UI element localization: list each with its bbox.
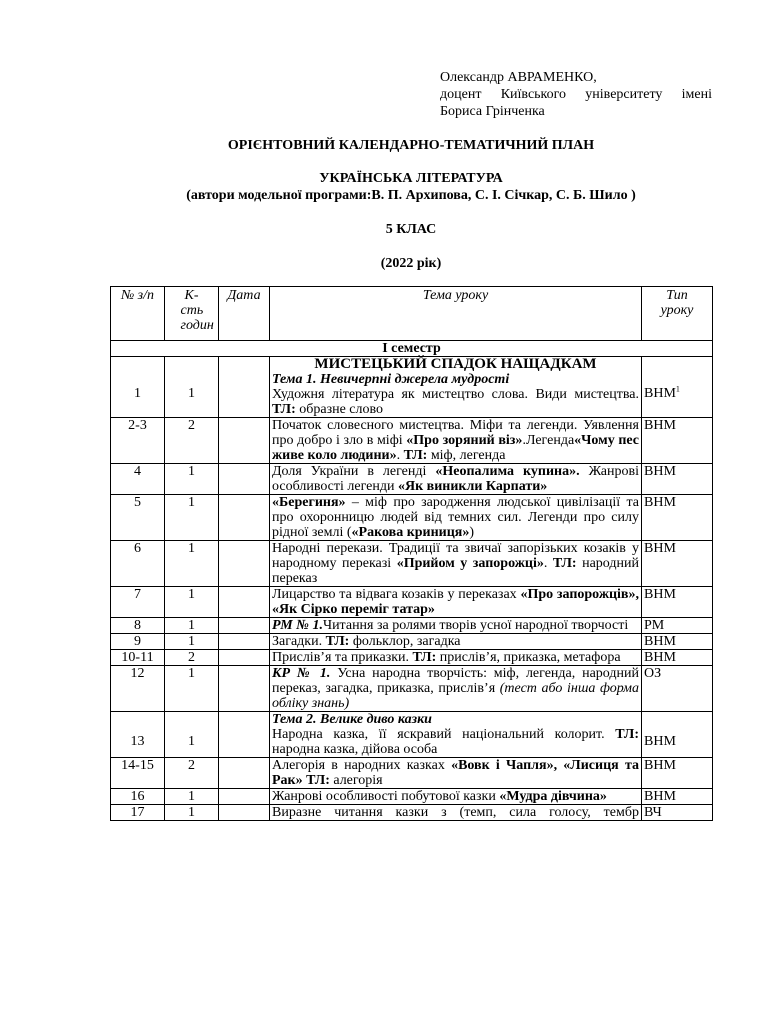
lesson-topic: Прислів’я та приказки. ТЛ: прислів’я, приказка, метафора <box>270 650 642 666</box>
lesson-topic: РМ № 1.Читання за ролями творів усної народної творчості <box>270 618 642 634</box>
col-header-type: Тип уроку <box>642 287 713 341</box>
lesson-topic: МИСТЕЦЬКИЙ СПАДОК НАЩАДКАМ Тема 1. Невичерпні джерела мудрості Художня література як мистецтво слова. Види мистецтва. ТЛ: образне слово <box>270 357 642 418</box>
lesson-topic: Народні перекази. Традиції та звичаї запорізьких козаків у народному переказі «Прийом у запорожці». ТЛ: народний переказ <box>270 541 642 587</box>
lesson-topic: Виразне читання казки з (темп, сила голосу, тембр <box>270 805 642 821</box>
lesson-date <box>219 758 270 789</box>
lesson-date <box>219 650 270 666</box>
col-header-topic: Тема уроку <box>270 287 642 341</box>
semester-row <box>111 341 713 357</box>
lesson-number: 1 <box>111 357 165 418</box>
lesson-plan-table <box>110 286 713 821</box>
lesson-type: ВНМ <box>642 587 713 618</box>
lesson-type: ВЧ <box>642 805 713 821</box>
lesson-number: 6 <box>111 541 165 587</box>
lesson-topic: Тема 2. Велике диво казки Народна казка, її яскравий національний колорит. ТЛ: народна казка, дійова особа <box>270 712 642 758</box>
col-header-hours: К-сть годин <box>165 287 219 341</box>
lesson-number: 14-15 <box>111 758 165 789</box>
lesson-type: ВНМ <box>642 541 713 587</box>
lesson-number: 9 <box>111 634 165 650</box>
lesson-type: ВНМ <box>642 418 713 464</box>
lesson-hours: 1 <box>165 541 219 587</box>
lesson-hours: 1 <box>165 495 219 541</box>
lesson-topic: Лицарство та відвага козаків у переказах «Про запорожців», «Як Сірко переміг татар» <box>270 587 642 618</box>
table-row <box>111 464 713 495</box>
lesson-type: ВНМ <box>642 712 713 758</box>
lesson-date <box>219 805 270 821</box>
lesson-date <box>219 495 270 541</box>
lesson-date <box>219 587 270 618</box>
lesson-date <box>219 464 270 495</box>
theme-title: Тема 1. Невичерпні джерела мудрості <box>272 372 510 387</box>
lesson-topic: «Берегиня» – міф про зародження людської цивілізації та про охоронницю людей від темних сил. Легенди про силу рідної землі («Ракова криниця») <box>270 495 642 541</box>
table-row <box>111 541 713 587</box>
table-row <box>111 650 713 666</box>
lesson-topic: Жанрові особливості побутової казки «Мудра дівчина» <box>270 789 642 805</box>
lesson-topic: Алегорія в народних казках «Вовк і Чапля», «Лисиця та Рак» ТЛ: алегорія <box>270 758 642 789</box>
lesson-number: 12 <box>111 666 165 712</box>
lesson-type: ОЗ <box>642 666 713 712</box>
lesson-type: ВНМ$^1$ <box>642 357 713 418</box>
table-row <box>111 634 713 650</box>
year-title: (2022 рік) <box>380 256 442 271</box>
table-row <box>111 712 713 758</box>
semester-label: І семестр <box>111 341 713 357</box>
table-row <box>111 758 713 789</box>
section-title: МИСТЕЦЬКИЙ СПАДОК НАЩАДКАМ <box>314 356 597 372</box>
table-row <box>111 495 713 541</box>
lesson-type: ВНМ <box>642 464 713 495</box>
col-header-date: Дата <box>219 287 270 341</box>
lesson-hours: 1 <box>165 712 219 758</box>
table-row <box>111 587 713 618</box>
lesson-date <box>219 789 270 805</box>
lesson-hours: 2 <box>165 418 219 464</box>
lesson-date <box>219 634 270 650</box>
author-position: доцент Київського університету імені <box>440 87 712 102</box>
grade-title: 5 КЛАС <box>385 222 437 237</box>
lesson-hours: 1 <box>165 789 219 805</box>
col-header-number: № з/п <box>111 287 165 341</box>
lesson-topic: Загадки. ТЛ: фольклор, загадка <box>270 634 642 650</box>
lesson-topic: Початок словесного мистецтва. Міфи та легенди. Уявлення про добро і зло в міфі «Про зоряний віз».Легенда«Чому пес живе коло людини». ТЛ: міф, легенда <box>270 418 642 464</box>
lesson-topic: КР № 1. Усна народна творчість: міф, легенда, народний переказ, загадка, приказка, прислів’я (тест або інша форма обліку знань) <box>270 666 642 712</box>
table-header-row <box>111 287 713 341</box>
lesson-date <box>219 712 270 758</box>
lesson-hours: 2 <box>165 650 219 666</box>
lesson-date <box>219 618 270 634</box>
lesson-number: 4 <box>111 464 165 495</box>
table-row <box>111 666 713 712</box>
lesson-hours: 1 <box>165 666 219 712</box>
lesson-hours: 1 <box>165 618 219 634</box>
table-row <box>111 357 713 418</box>
author-name: Олександр АВРАМЕНКО, <box>440 70 597 85</box>
lesson-number: 5 <box>111 495 165 541</box>
lesson-type: РМ <box>642 618 713 634</box>
table-row <box>111 418 713 464</box>
table-row <box>111 805 713 821</box>
table-row <box>111 789 713 805</box>
lesson-hours: 1 <box>165 587 219 618</box>
lesson-type: ВНМ <box>642 758 713 789</box>
author-block <box>440 69 712 120</box>
lesson-hours: 1 <box>165 805 219 821</box>
lesson-type: ВНМ <box>642 634 713 650</box>
lesson-hours: 1 <box>165 634 219 650</box>
lesson-number: 16 <box>111 789 165 805</box>
author-university: Бориса Грінченка <box>440 104 545 119</box>
lesson-number: 2-3 <box>111 418 165 464</box>
lesson-date <box>219 666 270 712</box>
lesson-hours: 1 <box>165 464 219 495</box>
lesson-date <box>219 418 270 464</box>
lesson-number: 17 <box>111 805 165 821</box>
lesson-type: ВНМ <box>642 650 713 666</box>
program-authors: (автори модельної програми:В. П. Архипова, С. І. Січкар, С. Б. Шило ) <box>186 188 636 203</box>
table-row <box>111 618 713 634</box>
lesson-hours: 1 <box>165 357 219 418</box>
lesson-topic: Доля України в легенді «Неопалима купина». Жанрові особливості легенди «Як виникли Карпати» <box>270 464 642 495</box>
lesson-number: 13 <box>111 712 165 758</box>
lesson-type: ВНМ <box>642 495 713 541</box>
subject-title: УКРАЇНСЬКА ЛІТЕРАТУРА <box>319 171 503 186</box>
lesson-date <box>219 541 270 587</box>
lesson-type: ВНМ <box>642 789 713 805</box>
lesson-hours: 2 <box>165 758 219 789</box>
lesson-date <box>219 357 270 418</box>
lesson-number: 8 <box>111 618 165 634</box>
theme-title: Тема 2. Велике диво казки <box>272 712 432 727</box>
lesson-number: 7 <box>111 587 165 618</box>
lesson-number: 10-11 <box>111 650 165 666</box>
document-title: ОРІЄНТОВНИЙ КАЛЕНДАРНО-ТЕМАТИЧНИЙ ПЛАН <box>227 138 595 153</box>
